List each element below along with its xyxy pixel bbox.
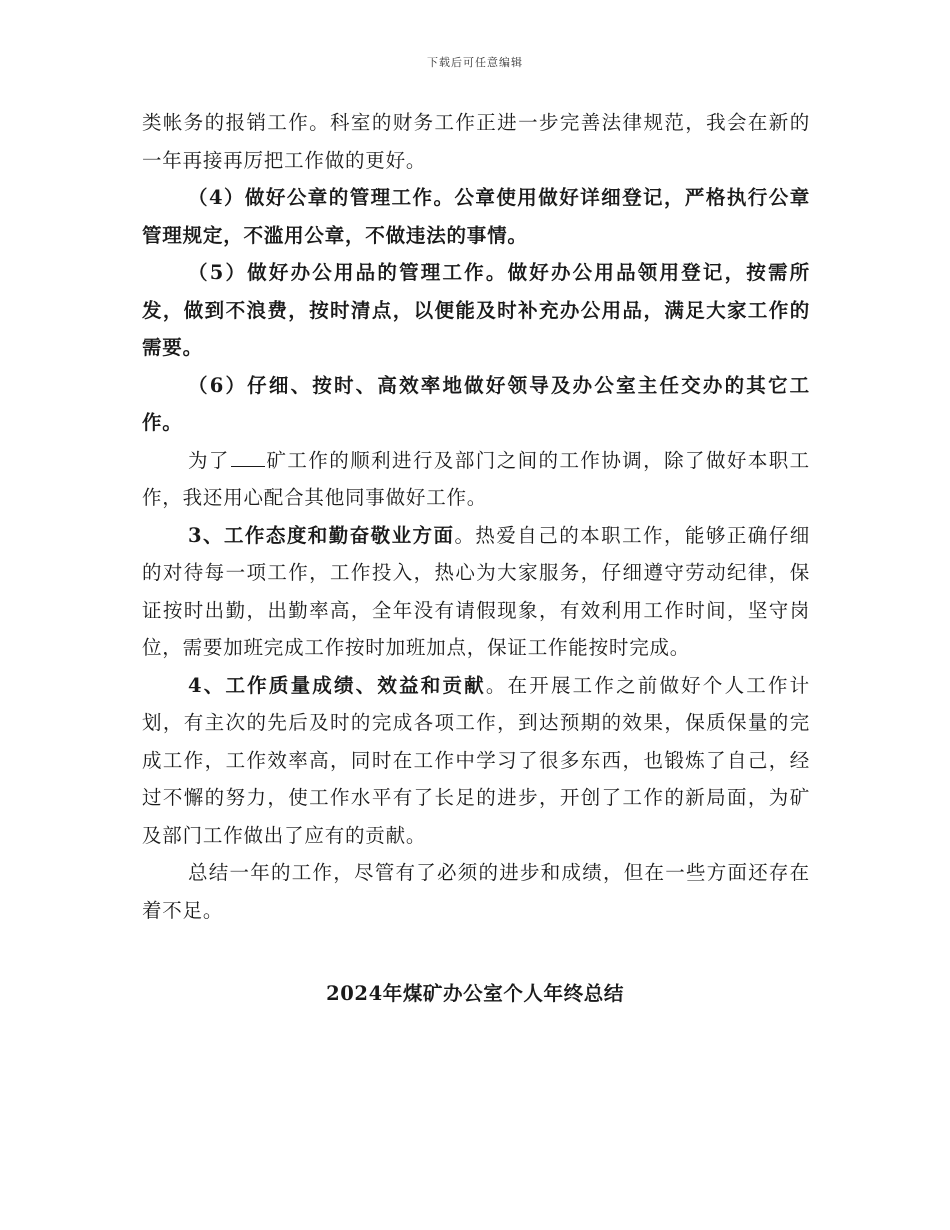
cooperation-text-after: 矿工作的顺利进行及部门之间的工作协调，除了做好本职工作，我还用心配合其他同事做好工作。 — [142, 448, 810, 509]
paragraph-seal-management: （4）做好公章的管理工作。公章使用做好详细登记，严格执行公章管理规定，不滥用公章，不做违法的事情。 — [142, 186, 810, 247]
cooperation-text-before: 为了 — [188, 448, 230, 472]
paragraph-office-supplies: （5）做好办公用品的管理工作。做好办公用品领用登记，按需所发，做到不浪费，按时清点，以便能及时补充办公用品，满足大家工作的需要。 — [142, 261, 810, 359]
header-note: 下载后可任意编辑 — [427, 56, 523, 69]
document-title: 2024年煤矿办公室个人年终总结 — [326, 982, 624, 1005]
paragraph-work-quality — [142, 667, 810, 855]
document-body — [142, 104, 810, 929]
blank-underline — [231, 446, 265, 467]
work-attitude-text: 。热爱自己的本职工作，能够正确仔细的对待每一项工作，工作投入，热心为大家服务，仔细遵守劳动纪律，保证按时出勤，出勤率高，全年没有请假现象，有效利用工作时间，坚守岗位，需要加班完成工作按时加班加点，保证工作能按时完成。 — [142, 523, 810, 659]
paragraph-cooperation — [142, 442, 810, 517]
paragraph-assigned-tasks: （6）仔细、按时、高效率地做好领导及办公室主任交办的其它工作。 — [142, 373, 810, 434]
paragraph-finance: 类帐务的报销工作。科室的财务工作正进一步完善法律规范，我会在新的一年再接再厉把工作做的更好。 — [142, 111, 810, 172]
work-quality-heading: 4、工作质量成绩、效益和贡献 — [188, 673, 486, 697]
work-attitude-heading: 3、工作态度和勤奋敬业方面 — [188, 523, 455, 547]
paragraph-summary: 总结一年的工作，尽管有了必须的进步和成绩，但在一些方面还存在着不足。 — [142, 861, 810, 922]
work-quality-text: 。在开展工作之前做好个人工作计划，有主次的先后及时的完成各项工作，到达预期的效果，保质保量的完成工作，工作效率高，同时在工作中学习了很多东西，也锻炼了自己，经过不懈的努力，使工作水平有了长足的进步，开创了工作的新局面，为矿及部门工作做出了应有的贡献。 — [142, 673, 810, 847]
paragraph-work-attitude — [142, 517, 810, 667]
